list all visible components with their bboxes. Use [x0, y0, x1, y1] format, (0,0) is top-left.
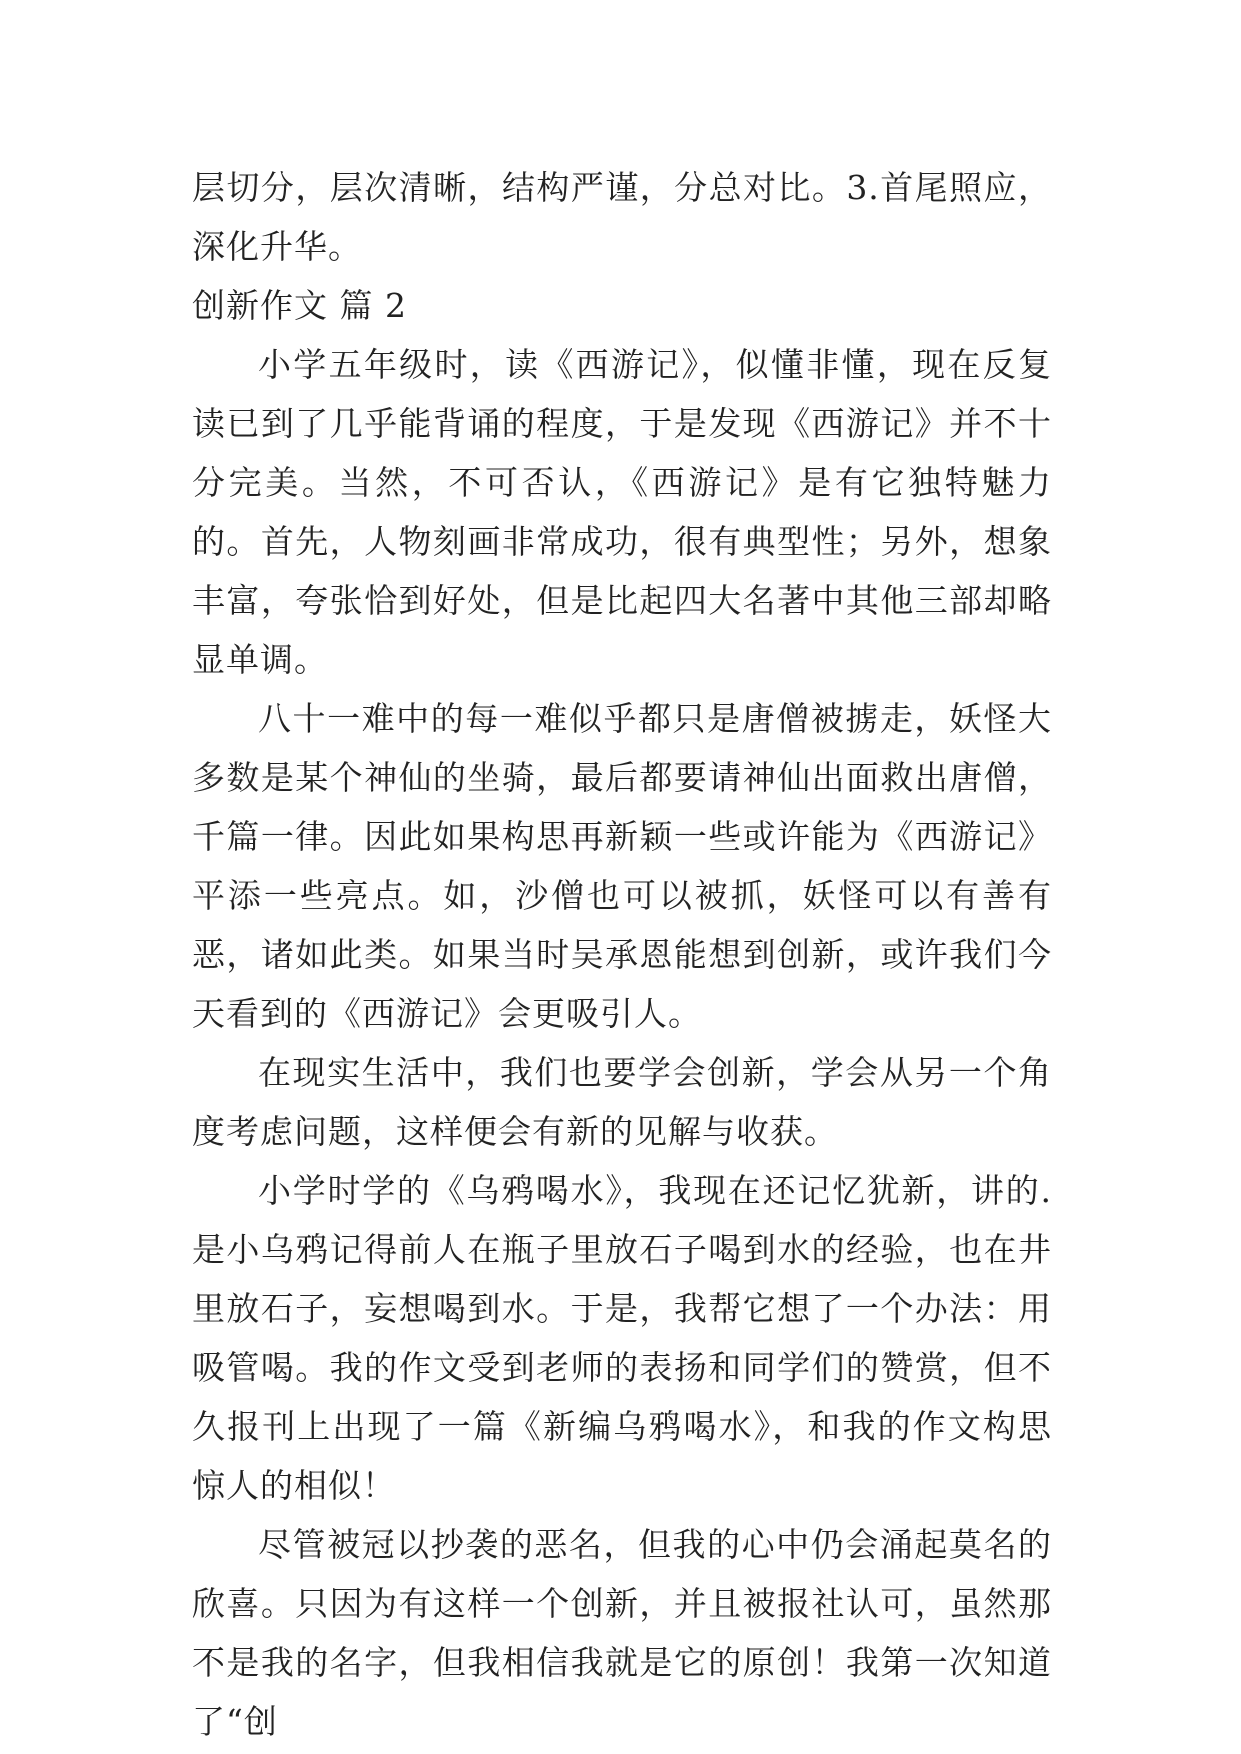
paragraph-1: 小学五年级时，读《西游记》，似懂非懂，现在反复读已到了几乎能背诵的程度，于是发现《西游记》并不十分完美。当然，不可否认，《西游记》是有它独特魅力的。首先，人物刻画非常成功，很有典型性；另外，想象丰富，夸张恰到好处，但是比起四大名著中其他三部却略显单调。: [192, 345, 1052, 679]
paragraph-2: 八十一难中的每一难似乎都只是唐僧被掳走，妖怪大多数是某个神仙的坐骑，最后都要请神仙出面救出唐僧，千篇一律。因此如果构思再新颖一些或许能为《西游记》平添一些亮点。如，沙僧也可以被抓，妖怪可以有善有恶，诸如此类。如果当时吴承恩能想到创新，或许我们今天看到的《西游记》会更吸引人。: [192, 699, 1052, 1033]
section-heading: 创新作文 篇 2: [192, 286, 407, 325]
paragraph-4: 小学时学的《乌鸦喝水》，我现在还记忆犹新，讲的.是小乌鸦记得前人在瓶子里放石子喝到水的经验，也在井里放石子，妄想喝到水。于是，我帮它想了一个办法：用吸管喝。我的作文受到老师的表扬和同学们的赞赏，但不久报刊上出现了一篇《新编乌鸦喝水》，和我的作文构思惊人的相似！: [192, 1171, 1052, 1505]
document-body: [192, 158, 1052, 1751]
paragraph-5: 尽管被冠以抄袭的恶名，但我的心中仍会涌起莫名的欣喜。只因为有这样一个创新，并且被报社认可，虽然那不是我的名字，但我相信我就是它的原创！我第一次知道了“创: [192, 1525, 1052, 1741]
paragraph-3: 在现实生活中，我们也要学会创新，学会从另一个角度考虑问题，这样便会有新的见解与收获。: [192, 1053, 1052, 1151]
lead-paragraph: 层切分，层次清晰，结构严谨，分总对比。3.首尾照应，深化升华。: [192, 168, 1052, 266]
